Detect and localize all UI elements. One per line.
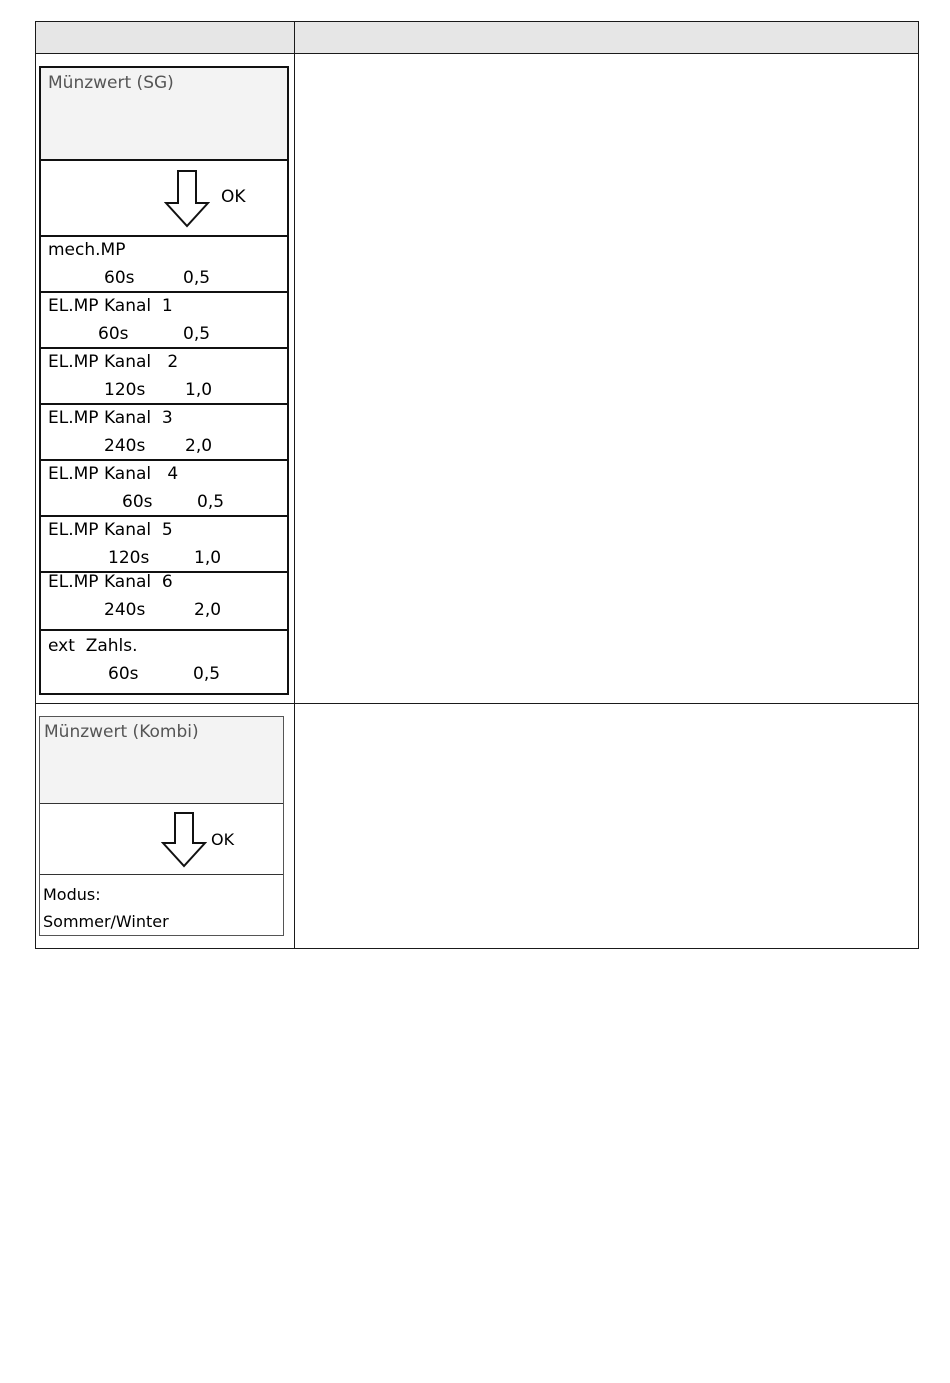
display-panel-kombi [39, 716, 284, 936]
menu-item-time: 60s [122, 492, 153, 512]
down-arrow-icon [164, 169, 210, 229]
menu-item [41, 517, 287, 573]
menu-item-value: 1,0 [194, 548, 222, 568]
mode-label: Modus: [43, 885, 101, 904]
menu-item-name: EL.MP Kanal 1 [48, 296, 173, 316]
menu-item-value: 1,0 [185, 380, 213, 400]
menu-item [41, 573, 287, 631]
down-arrow-icon [161, 811, 207, 869]
screen-title: Münzwert (Kombi) [44, 722, 199, 742]
menu-item-name: EL.MP Kanal 4 [48, 464, 179, 484]
ok-navigation-area [40, 804, 283, 875]
screen-title-area [41, 68, 287, 161]
menu-item-value: 2,0 [185, 436, 213, 456]
ok-label: OK [211, 830, 235, 849]
menu-item [41, 461, 287, 517]
menu-item-time: 240s [104, 436, 146, 456]
document-table [35, 21, 919, 949]
menu-item-value: 0,5 [183, 324, 211, 344]
column-divider [294, 22, 295, 948]
menu-item-name: EL.MP Kanal 6 [48, 572, 173, 592]
menu-item-value: 2,0 [194, 600, 222, 620]
ok-label: OK [221, 187, 246, 207]
menu-item-time: 60s [108, 664, 139, 684]
screen-title: Münzwert (SG) [48, 73, 174, 93]
menu-item [41, 631, 287, 695]
menu-item-value: 0,5 [193, 664, 221, 684]
menu-item-time: 60s [98, 324, 129, 344]
table-header-row [36, 22, 918, 54]
menu-item-name: EL.MP Kanal 3 [48, 408, 173, 428]
menu-item [41, 349, 287, 405]
menu-item-name: mech.MP [48, 240, 126, 260]
menu-item-name: ext Zahls. [48, 636, 138, 656]
row-divider [36, 703, 918, 704]
menu-item [41, 405, 287, 461]
menu-item-time: 240s [104, 600, 146, 620]
menu-item-name: EL.MP Kanal 5 [48, 520, 173, 540]
menu-item-time: 120s [104, 380, 146, 400]
menu-item-value: 0,5 [183, 268, 211, 288]
screen-title-area [40, 717, 283, 804]
menu-item [41, 293, 287, 349]
display-panel-sg [39, 66, 289, 695]
menu-item-time: 120s [108, 548, 150, 568]
menu-item-value: 0,5 [197, 492, 225, 512]
menu-item [41, 237, 287, 293]
mode-value: Sommer/Winter [43, 912, 169, 931]
ok-navigation-area [41, 161, 287, 237]
menu-item-name: EL.MP Kanal 2 [48, 352, 179, 372]
menu-item-time: 60s [104, 268, 135, 288]
